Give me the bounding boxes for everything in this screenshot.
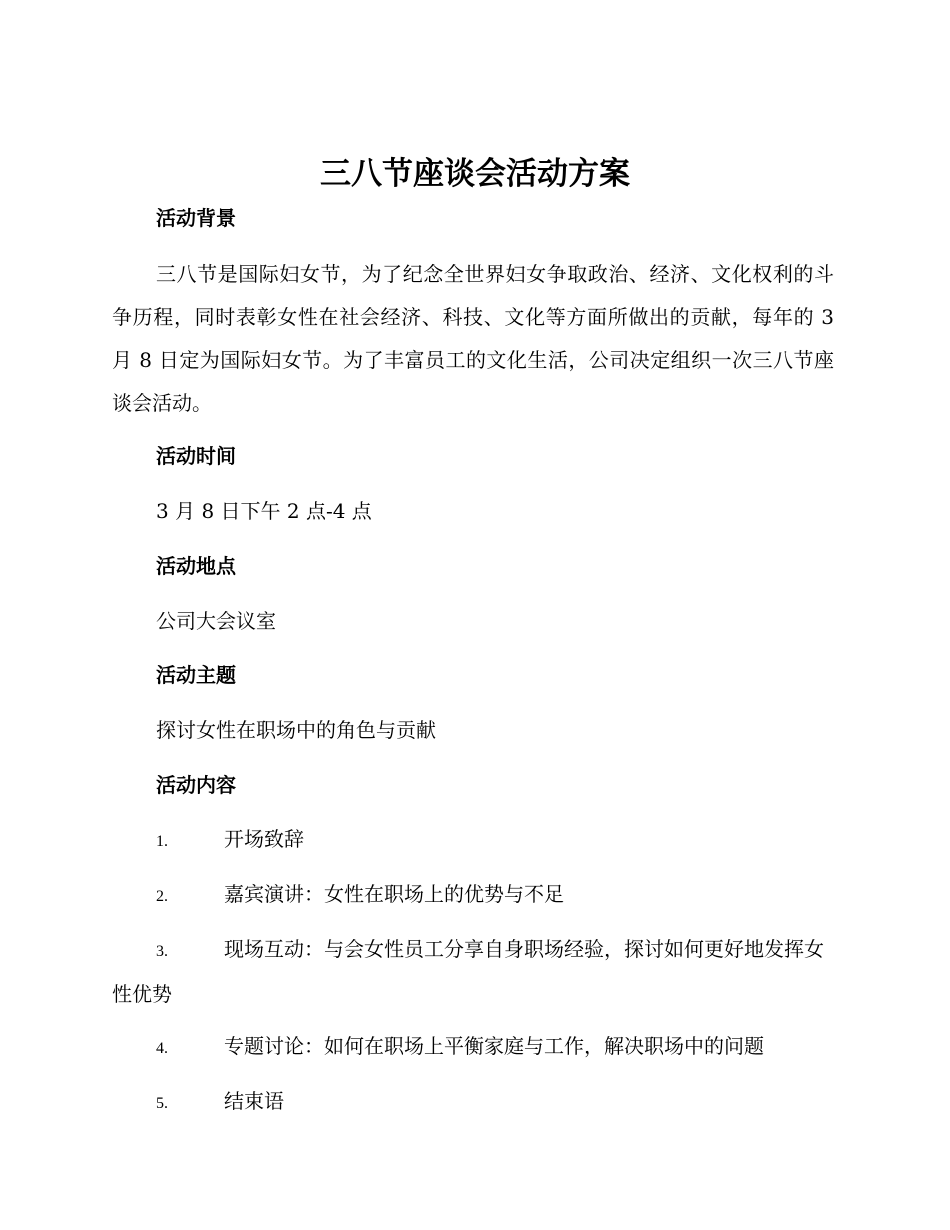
list-item-number: 5. [156, 1095, 168, 1112]
time-text: 3 月 8 日下午 2 点-4 点 [156, 499, 372, 523]
list-item [112, 818, 834, 863]
section-heading-theme: 活动主题 [156, 663, 236, 687]
list-item-text: 结束语 [224, 1089, 284, 1113]
list-item [112, 1080, 834, 1125]
list-item [112, 873, 834, 918]
list-item-number: 4. [156, 1040, 168, 1057]
list-item-number: 2. [156, 888, 168, 905]
location-text: 公司大会议室 [156, 609, 276, 633]
list-item-text: 现场互动：与会女性员工分享自身职场经验，探讨如何更好地发挥女性优势 [112, 937, 824, 1006]
list-item [112, 928, 834, 1016]
list-item-text: 专题讨论：如何在职场上平衡家庭与工作，解决职场中的问题 [224, 1034, 764, 1058]
list-item-text: 开场致辞 [224, 827, 304, 851]
theme-text: 探讨女性在职场中的角色与贡献 [156, 718, 436, 742]
section-heading-time: 活动时间 [156, 444, 236, 468]
page-title: 三八节座谈会活动方案 [320, 156, 630, 192]
section-heading-content: 活动内容 [156, 773, 236, 797]
list-item [112, 1025, 834, 1070]
background-paragraph: 三八节是国际妇女节，为了纪念全世界妇女争取政治、经济、文化权利的斗争历程，同时表彰女性在社会经济、科技、文化等方面所做出的贡献，每年的 3 月 8 日定为国际妇女节。为了丰富员工的文化生活，公司决定组织一次三八节座谈会活动。 [112, 262, 834, 415]
list-item-number: 3. [156, 943, 168, 960]
list-item-text: 嘉宾演讲：女性在职场上的优势与不足 [224, 882, 564, 906]
section-heading-location: 活动地点 [156, 554, 236, 578]
list-item-number: 1. [156, 833, 168, 850]
section-heading-background: 活动背景 [156, 206, 236, 230]
